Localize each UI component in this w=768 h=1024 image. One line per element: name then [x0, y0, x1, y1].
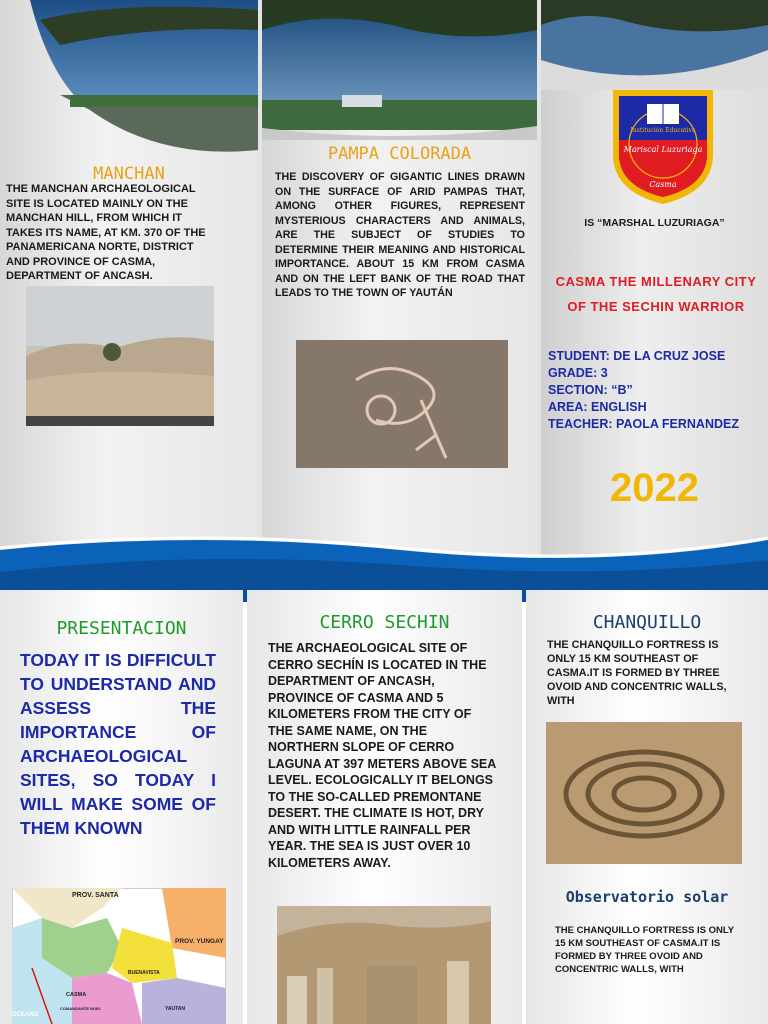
cover-headline: CASMA THE MILLENARY CITY OF THE SECHIN WARRIOR — [555, 274, 757, 314]
pampa-photo — [296, 340, 508, 468]
map-label-comandante: COMANDANTE NOEL — [60, 1006, 102, 1011]
panel-manchan — [0, 0, 258, 560]
crest-label-middle: Mariscal Luzuriaga — [623, 145, 703, 154]
observatorio-title: Observatorio solar — [565, 888, 729, 906]
year: 2022 — [610, 466, 699, 510]
section-line: SECTION: “B” — [548, 383, 633, 397]
map-label-oceano: OCEANO — [12, 1012, 39, 1018]
panel-pampa — [262, 0, 537, 560]
map-label-santa: PROV. SANTA — [72, 892, 119, 899]
chanquillo-title: CHANQUILLO — [592, 612, 702, 633]
student-line: STUDENT: DE LA CRUZ JOSE — [548, 349, 726, 363]
area-line: AREA: ENGLISH — [548, 400, 647, 414]
cerro-photo — [277, 906, 491, 1024]
pampa-title: PAMPA COLORADA — [327, 144, 472, 164]
manchan-text: THE MANCHAN ARCHAEOLOGICAL SITE IS LOCATED MAINLY ON THE MANCHAN HILL, FROM WHICH IT TAKES ITS NAME, AT KM. 370 OF THE PANAMERICANA NORTE, DISTRICT AND PROVINCE OF CASMA, DEPARTMENT OF ANCASH. — [6, 183, 206, 282]
school-name: IS “MARSHAL LUZURIAGA” — [584, 217, 725, 229]
casma-map — [12, 888, 226, 1024]
observatorio-text: THE CHANQUILLO FORTRESS IS ONLY 15 KM SOUTHEAST OF CASMA.IT IS FORMED BY THREE OVOID AND CONCENTRIC WALLS, WITH — [555, 925, 734, 975]
crest-label-top: Institución Educativa — [630, 127, 696, 134]
cerro-title: CERRO SECHIN — [319, 612, 450, 633]
map-label-casma: CASMA — [66, 992, 87, 998]
teacher-line: TEACHER: PAOLA FERNANDEZ — [548, 417, 739, 431]
cerro-text: THE ARCHAEOLOGICAL SITE OF CERRO SECHÍN IS LOCATED IN THE DEPARTMENT OF ANCASH, PROVINCE OF CASMA AND 5 KILOMETERS FROM THE CITY OF THE SAME NAME, ON THE NORTHERN SLOPE OF CERRO LAGUNA AT 397 METERS ABOVE SEA LEVEL. ECOLOGICALLY IT BELONGS TO THE SO-CALLED PREMONTANE DESERT. THE CLIMATE IS HOT, DRY AND WITH LITTLE RAINFALL PER YEAR. THE SEA IS JUST OVER 10 KILOMETERS AWAY. — [268, 641, 496, 870]
chanquillo-photo — [546, 722, 742, 864]
presentacion-title: PRESENTACION — [56, 618, 187, 639]
map-label-yungay: PROV. YUNGAY — [175, 938, 224, 945]
presentacion-text: TODAY IT IS DIFFICULT TO UNDERSTAND AND ASSESS THE IMPORTANCE OF ARCHAEOLOGICAL SITES, SO TODAY I WILL MAKE SOME OF THEM KNOWN — [20, 650, 216, 838]
pampa-text: THE DISCOVERY OF GIGANTIC LINES DRAWN ON THE SURFACE OF ARID PAMPAS THAT, AMONG OTHER FIGURES, REPRESENT MYSTERIOUS CHARACTERS AND ANIMALS, ARE THE SUBJECT OF STUDIES TO DETERMINE THEIR MEANING AND HISTORICAL IMPORTANCE. ABOUT 15 KM FROM CASMA AND ON THE LEFT BANK OF THE ROAD THAT LEADS TO THE TOWN OF YAUTÁN — [275, 171, 525, 299]
town-photo-left — [0, 0, 258, 160]
chanquillo-text: THE CHANQUILLO FORTRESS IS ONLY 15 KM SOUTHEAST OF CASMA.IT IS FORMED BY THREE OVOID AND CONCENTRIC WALLS, WITH — [547, 639, 727, 707]
map-label-yautan: YAUTAN — [165, 1006, 186, 1012]
manchan-photo — [26, 286, 214, 426]
manchan-title: MANCHAN — [93, 164, 165, 184]
town-photo-middle — [262, 0, 537, 140]
town-photo-right — [541, 0, 768, 90]
grade-line: GRADE: 3 — [548, 366, 608, 380]
crest-label-bottom: Casma — [649, 180, 677, 189]
map-label-buenavista: BUENAVISTA — [128, 970, 160, 976]
